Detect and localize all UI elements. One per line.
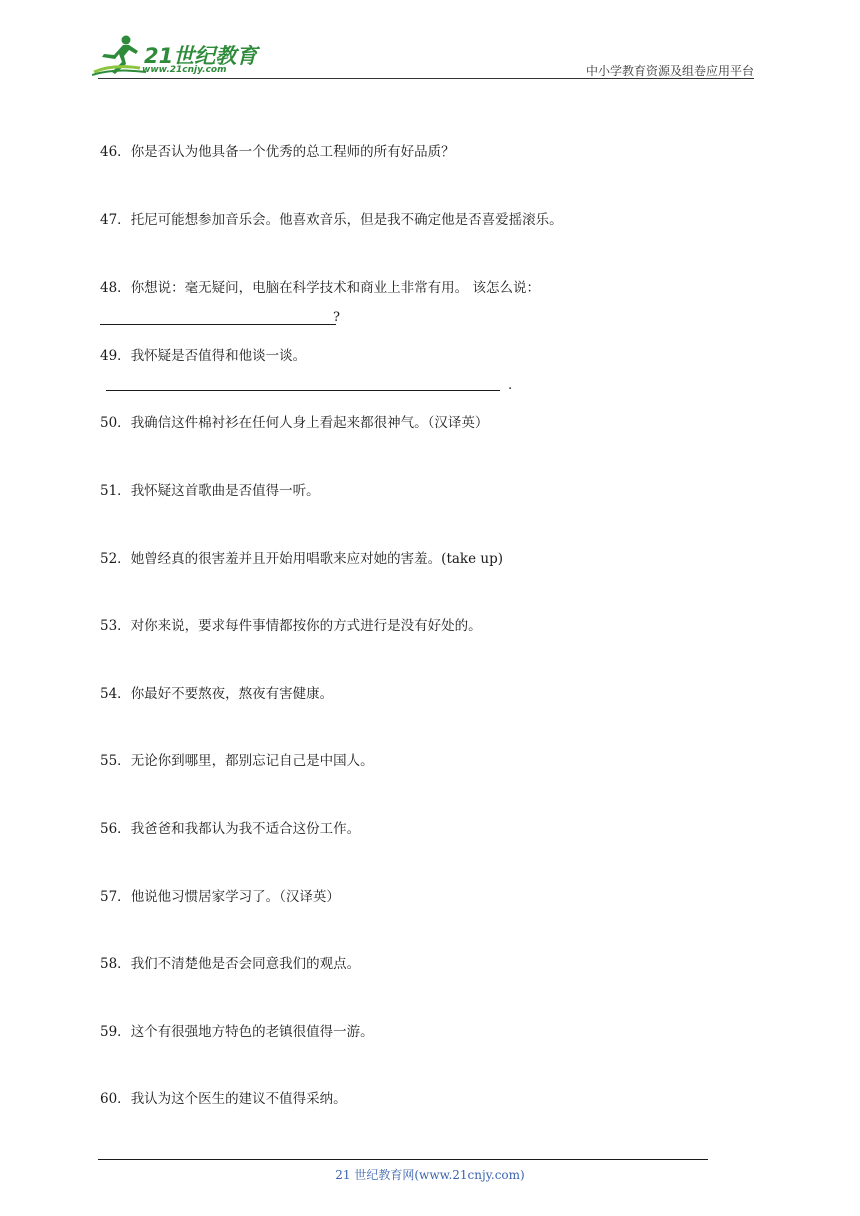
question-text: 无论你到哪里，都别忘记自己是中国人。 [130,753,374,769]
question-46 [100,140,455,160]
question-number: 56． [100,821,131,837]
question-text: 你是否认为他具备一个优秀的总工程师的所有好品质？ [130,144,455,160]
footer-divider [98,1159,708,1160]
answer-blank-49[interactable] [106,390,500,391]
question-58 [100,952,360,972]
question-59 [100,1020,374,1040]
question-47 [100,208,563,228]
question-text: 她曾经真的很害羞并且开始用唱歌来应对她的害羞。(take up) [130,551,503,567]
question-text: 对你来说，要求每件事情都按你的方式进行是没有好处的。 [130,618,482,634]
header-divider [98,78,754,79]
platform-title: 中小学教育资源及组卷应用平台 [585,64,754,78]
question-text: 我确信这件棉衬衫在任何人身上看起来都很神气。（汉译英） [130,415,489,431]
question-number: 49． [100,348,131,364]
question-53 [100,614,482,634]
runner-logo-icon [92,34,148,78]
question-number: 54． [100,686,131,702]
question-number: 52． [100,551,131,567]
question-text: 这个有很强地方特色的老镇很值得一游。 [130,1024,374,1040]
question-56 [100,817,360,837]
question-text: 托尼可能想参加音乐会。他喜欢音乐，但是我不确定他是否喜爱摇滚乐。 [130,212,563,228]
question-55 [100,749,374,769]
question-50 [100,411,488,431]
question-number: 57． [100,889,131,905]
question-number: 55． [100,753,131,769]
page-header [0,0,860,80]
question-52 [100,547,503,567]
question-57 [100,885,340,905]
question-number: 58． [100,956,131,972]
question-48 [100,276,540,296]
question-number: 47． [100,212,131,228]
answer-blank-48[interactable] [100,324,336,325]
answer-blank-48-end: ? [333,310,340,325]
logo-text: 21世纪教育 [144,44,258,68]
question-text: 你最好不要熬夜，熬夜有害健康。 [130,686,334,702]
question-text: 你想说：毫无疑问，电脑在科学技术和商业上非常有用。 该怎么说： [130,280,540,296]
question-51 [100,479,320,499]
site-logo [92,34,262,78]
question-number: 53． [100,618,131,634]
question-49 [100,344,306,364]
question-number: 51． [100,483,131,499]
question-text: 我认为这个医生的建议不值得采纳。 [130,1091,347,1107]
question-number: 59． [100,1024,131,1040]
answer-blank-49-end: . [508,378,513,393]
question-number: 48． [100,280,131,296]
question-54 [100,682,333,702]
logo-url: www.21cnjy.com [142,65,227,75]
question-text: 我爸爸和我都认为我不适合这份工作。 [130,821,361,837]
question-text: 我们不清楚他是否会同意我们的观点。 [130,956,361,972]
footer-link[interactable]: 21 世纪教育网(www.21cnjy.com) [335,1168,525,1182]
question-number: 60． [100,1091,131,1107]
question-text: 我怀疑这首歌曲是否值得一听。 [130,483,320,499]
question-text: 我怀疑是否值得和他谈一谈。 [130,348,307,364]
question-number: 46． [100,144,131,160]
question-number: 50． [100,415,131,431]
question-60 [100,1087,347,1107]
question-text: 他说他习惯居家学习了。（汉译英） [130,889,340,905]
